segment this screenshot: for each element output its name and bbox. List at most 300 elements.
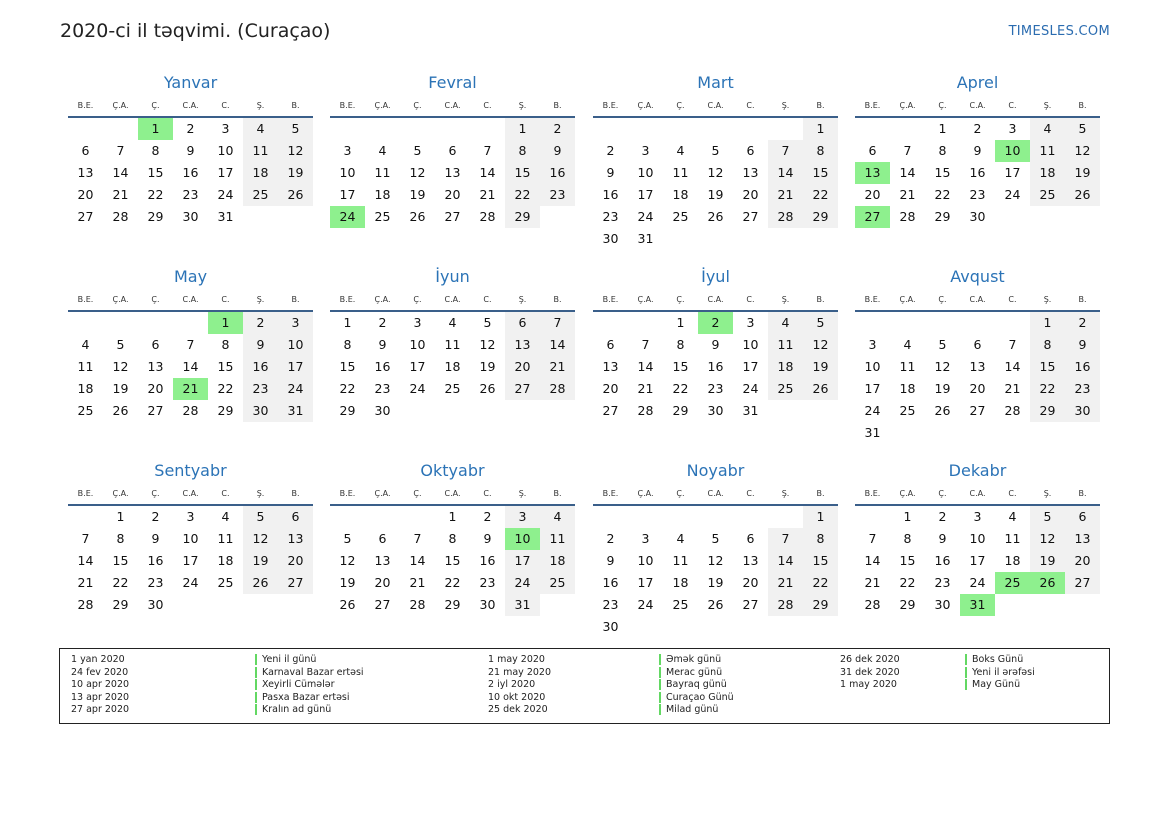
day-cell: 15 (444, 553, 461, 568)
weekday-label: Ç.A. (112, 101, 129, 110)
holiday-date: 10 apr 2020 (71, 679, 130, 691)
day-cell: 20 (864, 187, 881, 202)
holiday-day: 1 (138, 118, 173, 140)
day-cell: 12 (707, 553, 724, 568)
day-cell: 29 (112, 597, 129, 612)
day-cell: 22 (339, 381, 356, 396)
weekday-label: Ş. (781, 295, 790, 304)
weekday-label: Ş. (781, 489, 790, 498)
weekday-label: Ç. (413, 489, 422, 498)
day-cell: 8 (343, 337, 352, 352)
weekday-header (593, 488, 838, 506)
holiday-name-text: Merac günü (666, 666, 723, 678)
day-cell: 10 (217, 143, 234, 158)
empty-cell (855, 506, 890, 528)
day-cell: 22 (803, 184, 838, 206)
day-cell: 26 (339, 597, 356, 612)
day-cell: 11 (1004, 531, 1021, 546)
day-cell: 13 (278, 528, 313, 550)
day-cell: 7 (768, 140, 803, 162)
day-cell: 27 (374, 597, 391, 612)
empty-cell (435, 118, 470, 140)
weekday-label: C. (221, 101, 230, 110)
day-cell: 25 (540, 572, 575, 594)
day-cell: 25 (77, 403, 94, 418)
day-cell: 10 (409, 337, 426, 352)
day-cell: 27 (602, 403, 619, 418)
day-cell: 11 (540, 528, 575, 550)
empty-cell (68, 118, 103, 140)
day-cell: 3 (343, 143, 352, 158)
day-cell: 21 (637, 381, 654, 396)
day-cell: 29 (147, 209, 164, 224)
day-cell: 1 (116, 509, 125, 524)
day-cell: 11 (672, 553, 689, 568)
weekday-label: Ç. (938, 101, 947, 110)
day-cell: 23 (243, 378, 278, 400)
day-cell: 16 (969, 165, 986, 180)
holiday-day: 26 (1030, 572, 1065, 594)
day-cell: 15 (803, 162, 838, 184)
day-cell: 18 (243, 162, 278, 184)
day-cell: 28 (409, 597, 426, 612)
day-cell: 18 (1004, 553, 1021, 568)
month-aprel (855, 72, 1100, 228)
day-cell: 6 (606, 337, 615, 352)
day-cell: 15 (112, 553, 129, 568)
empty-cell (960, 312, 995, 334)
day-cell: 12 (112, 359, 129, 374)
weekday-label: C. (1008, 295, 1017, 304)
day-cell: 30 (182, 209, 199, 224)
days-grid (68, 118, 313, 228)
weekday-label: Ç.A. (899, 295, 916, 304)
day-cell: 19 (339, 575, 356, 590)
holiday-date: 24 fev 2020 (71, 666, 129, 678)
weekday-label: Ç.A. (374, 101, 391, 110)
day-cell: 30 (969, 209, 986, 224)
month-name: Aprel (956, 73, 999, 92)
day-cell: 21 (899, 187, 916, 202)
month-name: Fevral (428, 73, 477, 92)
day-cell: 2 (243, 312, 278, 334)
day-cell: 27 (77, 209, 94, 224)
weekday-label: C.A. (444, 101, 461, 110)
holiday-name-text: Yeni il ərəfəsi (972, 666, 1035, 678)
weekday-label: Ç. (938, 295, 947, 304)
day-cell: 10 (278, 334, 313, 356)
holiday-marker (255, 679, 257, 690)
day-cell: 15 (803, 550, 838, 572)
weekday-label: C. (746, 489, 755, 498)
day-cell: 14 (864, 553, 881, 568)
month-name: Avqust (950, 267, 1005, 286)
weekday-label: B. (553, 101, 562, 110)
day-cell: 11 (217, 531, 234, 546)
day-cell: 21 (77, 575, 94, 590)
day-cell: 29 (1030, 400, 1065, 422)
day-cell: 27 (505, 378, 540, 400)
day-cell: 2 (186, 121, 195, 136)
empty-cell (663, 506, 698, 528)
day-cell: 18 (540, 550, 575, 572)
day-cell: 1 (505, 118, 540, 140)
day-cell: 8 (151, 143, 160, 158)
day-cell: 3 (746, 315, 755, 330)
weekday-label: C. (483, 489, 492, 498)
weekday-label: B. (291, 295, 300, 304)
day-cell: 10 (742, 337, 759, 352)
day-cell: 31 (217, 209, 234, 224)
days-grid (855, 312, 1100, 444)
day-cell: 14 (899, 165, 916, 180)
day-cell: 9 (973, 143, 982, 158)
weekday-label: C. (221, 489, 230, 498)
day-cell: 3 (641, 143, 650, 158)
day-cell: 12 (278, 140, 313, 162)
day-cell: 31 (742, 403, 759, 418)
day-cell: 19 (934, 381, 951, 396)
day-cell: 14 (409, 553, 426, 568)
day-cell: 29 (934, 209, 951, 224)
empty-cell (103, 312, 138, 334)
legend-dates (71, 654, 129, 717)
day-cell: 19 (707, 187, 724, 202)
month-yanvar (68, 72, 313, 228)
holiday-marker (255, 654, 257, 665)
day-cell: 16 (707, 359, 724, 374)
day-cell: 21 (768, 572, 803, 594)
month-mart (593, 72, 838, 250)
day-cell: 4 (81, 337, 90, 352)
day-cell: 24 (278, 378, 313, 400)
day-cell: 21 (1004, 381, 1021, 396)
weekday-label: C.A. (707, 295, 724, 304)
weekday-label: Ç.A. (112, 489, 129, 498)
day-cell: 25 (243, 184, 278, 206)
day-cell: 26 (112, 403, 129, 418)
day-cell: 5 (483, 315, 492, 330)
holiday-marker (659, 704, 661, 715)
day-cell: 6 (81, 143, 90, 158)
day-cell: 16 (479, 553, 496, 568)
weekday-label: B.E. (339, 295, 356, 304)
holiday-name (255, 679, 364, 692)
month-name: Noyabr (686, 461, 745, 480)
day-cell: 2 (606, 143, 615, 158)
day-cell: 16 (182, 165, 199, 180)
holiday-name (659, 704, 734, 717)
day-cell: 28 (182, 403, 199, 418)
day-cell: 8 (505, 140, 540, 162)
day-cell: 22 (505, 184, 540, 206)
holiday-name (659, 654, 734, 667)
day-cell: 10 (637, 553, 654, 568)
holiday-name (965, 654, 1035, 667)
weekday-label: B. (1078, 101, 1087, 110)
month-name: İyul (701, 267, 730, 286)
weekday-label: B.E. (339, 101, 356, 110)
day-cell: 5 (1065, 118, 1100, 140)
day-cell: 12 (1030, 528, 1065, 550)
month-avqust (855, 266, 1100, 444)
empty-cell (890, 118, 925, 140)
weekday-label: B. (816, 489, 825, 498)
holiday-name-text: Pasxa Bazar ertəsi (262, 691, 350, 703)
day-cell: 10 (182, 531, 199, 546)
weekday-label: C. (483, 295, 492, 304)
day-cell: 28 (864, 597, 881, 612)
day-cell: 6 (448, 143, 457, 158)
weekday-header (68, 294, 313, 312)
empty-cell (628, 312, 663, 334)
day-cell: 4 (1030, 118, 1065, 140)
day-cell: 26 (934, 403, 951, 418)
weekday-header (330, 100, 575, 118)
day-cell: 9 (1065, 334, 1100, 356)
day-cell: 24 (1004, 187, 1021, 202)
day-cell: 9 (711, 337, 720, 352)
month-name: İyun (435, 267, 470, 286)
day-cell: 7 (768, 528, 803, 550)
day-cell: 24 (409, 381, 426, 396)
day-cell: 12 (479, 337, 496, 352)
day-cell: 25 (444, 381, 461, 396)
weekday-label: B.E. (77, 489, 94, 498)
weekday-label: Ç. (676, 295, 685, 304)
day-cell: 13 (77, 165, 94, 180)
legend-names (965, 654, 1035, 692)
day-cell: 14 (1004, 359, 1021, 374)
day-cell: 6 (505, 312, 540, 334)
day-cell: 20 (742, 575, 759, 590)
holiday-date: 10 okt 2020 (488, 691, 546, 703)
day-cell: 8 (803, 140, 838, 162)
legend-dates (840, 654, 900, 692)
day-cell: 6 (151, 337, 160, 352)
day-cell: 10 (969, 531, 986, 546)
day-cell: 12 (803, 334, 838, 356)
day-cell: 30 (934, 597, 951, 612)
holiday-day: 10 (505, 528, 540, 550)
day-cell: 19 (803, 356, 838, 378)
day-cell: 10 (637, 165, 654, 180)
holiday-day: 24 (330, 206, 365, 228)
weekday-label: Ş. (256, 295, 265, 304)
weekday-label: B. (816, 101, 825, 110)
day-cell: 26 (707, 597, 724, 612)
day-cell: 16 (602, 187, 619, 202)
day-cell: 4 (378, 143, 387, 158)
empty-cell (733, 506, 768, 528)
day-cell: 17 (339, 187, 356, 202)
weekday-header (593, 294, 838, 312)
day-cell: 9 (606, 165, 615, 180)
site-link[interactable]: TIMESLES.COM (1008, 24, 1110, 39)
empty-cell (330, 506, 365, 528)
weekday-label: Ç.A. (374, 295, 391, 304)
day-cell: 7 (540, 312, 575, 334)
day-cell: 30 (147, 597, 164, 612)
day-cell: 26 (278, 184, 313, 206)
holiday-name-text: Milad günü (666, 704, 719, 716)
day-cell: 23 (374, 381, 391, 396)
day-cell: 7 (186, 337, 195, 352)
weekday-label: C.A. (444, 295, 461, 304)
holiday-date: 1 may 2020 (488, 654, 545, 665)
day-cell: 19 (1065, 162, 1100, 184)
day-cell: 27 (969, 403, 986, 418)
day-cell: 31 (505, 594, 540, 616)
day-cell: 11 (444, 337, 461, 352)
day-cell: 28 (77, 597, 94, 612)
holiday-marker (965, 654, 967, 665)
day-cell: 25 (768, 378, 803, 400)
day-cell: 18 (374, 187, 391, 202)
day-cell: 23 (147, 575, 164, 590)
day-cell: 13 (742, 553, 759, 568)
holiday-name (659, 692, 734, 705)
holiday-date: 1 yan 2020 (71, 654, 125, 665)
day-cell: 18 (444, 359, 461, 374)
weekday-label: Ş. (256, 489, 265, 498)
day-cell: 24 (969, 575, 986, 590)
day-cell: 3 (278, 312, 313, 334)
day-cell: 23 (479, 575, 496, 590)
days-grid (593, 506, 838, 638)
day-cell: 18 (768, 356, 803, 378)
empty-cell (330, 118, 365, 140)
empty-cell (698, 506, 733, 528)
weekday-label: Ç.A. (637, 295, 654, 304)
day-cell: 19 (409, 187, 426, 202)
day-cell: 4 (903, 337, 912, 352)
holiday-name (965, 667, 1035, 680)
day-cell: 3 (221, 121, 230, 136)
day-cell: 16 (374, 359, 391, 374)
day-cell: 7 (868, 531, 877, 546)
empty-cell (628, 506, 663, 528)
day-cell: 23 (602, 209, 619, 224)
day-cell: 16 (934, 553, 951, 568)
holiday-date: 27 apr 2020 (71, 704, 130, 716)
holiday-name-text: Yeni il günü (262, 654, 317, 665)
legend-names (659, 654, 734, 717)
day-cell: 17 (278, 356, 313, 378)
day-cell: 2 (606, 531, 615, 546)
day-cell: 4 (448, 315, 457, 330)
day-cell: 27 (742, 209, 759, 224)
empty-cell (925, 312, 960, 334)
holiday-legend (59, 648, 1110, 724)
holiday-name-text: Bayraq günü (666, 679, 727, 691)
day-cell: 8 (448, 531, 457, 546)
day-cell: 2 (973, 121, 982, 136)
empty-cell (365, 118, 400, 140)
day-cell: 16 (602, 575, 619, 590)
weekday-label: Ç. (151, 295, 160, 304)
day-cell: 3 (1008, 121, 1017, 136)
day-cell: 23 (182, 187, 199, 202)
day-cell: 8 (938, 143, 947, 158)
empty-cell (628, 118, 663, 140)
day-cell: 17 (637, 575, 654, 590)
day-cell: 9 (243, 334, 278, 356)
weekday-label: B.E. (864, 489, 881, 498)
day-cell: 6 (1065, 506, 1100, 528)
day-cell: 5 (343, 531, 352, 546)
holiday-name (255, 692, 364, 705)
day-cell: 9 (483, 531, 492, 546)
day-cell: 25 (672, 597, 689, 612)
day-cell: 31 (637, 231, 654, 246)
day-cell: 28 (479, 209, 496, 224)
day-cell: 6 (278, 506, 313, 528)
day-cell: 30 (707, 403, 724, 418)
weekday-label: C.A. (969, 295, 986, 304)
empty-cell (698, 118, 733, 140)
holiday-name (659, 667, 734, 680)
weekday-label: B. (1078, 489, 1087, 498)
day-cell: 1 (448, 509, 457, 524)
day-cell: 7 (116, 143, 125, 158)
holiday-date: 2 iyl 2020 (488, 679, 536, 691)
empty-cell (855, 312, 890, 334)
weekday-label: B. (553, 489, 562, 498)
holiday-date: 31 dek 2020 (840, 666, 900, 678)
day-cell: 23 (934, 575, 951, 590)
weekday-label: Ç. (413, 295, 422, 304)
holiday-marker (255, 667, 257, 678)
holiday-name (255, 704, 364, 717)
weekday-label: C. (746, 295, 755, 304)
day-cell: 28 (768, 206, 803, 228)
day-cell: 4 (243, 118, 278, 140)
day-cell: 13 (969, 359, 986, 374)
empty-cell (400, 118, 435, 140)
day-cell: 22 (934, 187, 951, 202)
day-cell: 7 (641, 337, 650, 352)
day-cell: 19 (707, 575, 724, 590)
day-cell: 20 (505, 356, 540, 378)
weekday-label: B.E. (77, 101, 94, 110)
empty-cell (138, 312, 173, 334)
holiday-name-text: May Günü (972, 679, 1021, 691)
empty-cell (365, 506, 400, 528)
day-cell: 11 (77, 359, 94, 374)
day-cell: 7 (903, 143, 912, 158)
day-cell: 12 (243, 528, 278, 550)
day-cell: 20 (1065, 550, 1100, 572)
day-cell: 13 (742, 165, 759, 180)
weekday-label: C.A. (969, 101, 986, 110)
day-cell: 5 (803, 312, 838, 334)
day-cell: 28 (768, 594, 803, 616)
day-cell: 25 (899, 403, 916, 418)
day-cell: 7 (483, 143, 492, 158)
day-cell: 21 (409, 575, 426, 590)
weekday-label: Ç.A. (112, 295, 129, 304)
day-cell: 16 (243, 356, 278, 378)
day-cell: 5 (711, 143, 720, 158)
day-cell: 28 (1004, 403, 1021, 418)
month-fevral (330, 72, 575, 228)
weekday-label: B. (291, 101, 300, 110)
day-cell: 1 (343, 315, 352, 330)
day-cell: 30 (374, 403, 391, 418)
holiday-date: 13 apr 2020 (71, 691, 130, 703)
day-cell: 12 (934, 359, 951, 374)
